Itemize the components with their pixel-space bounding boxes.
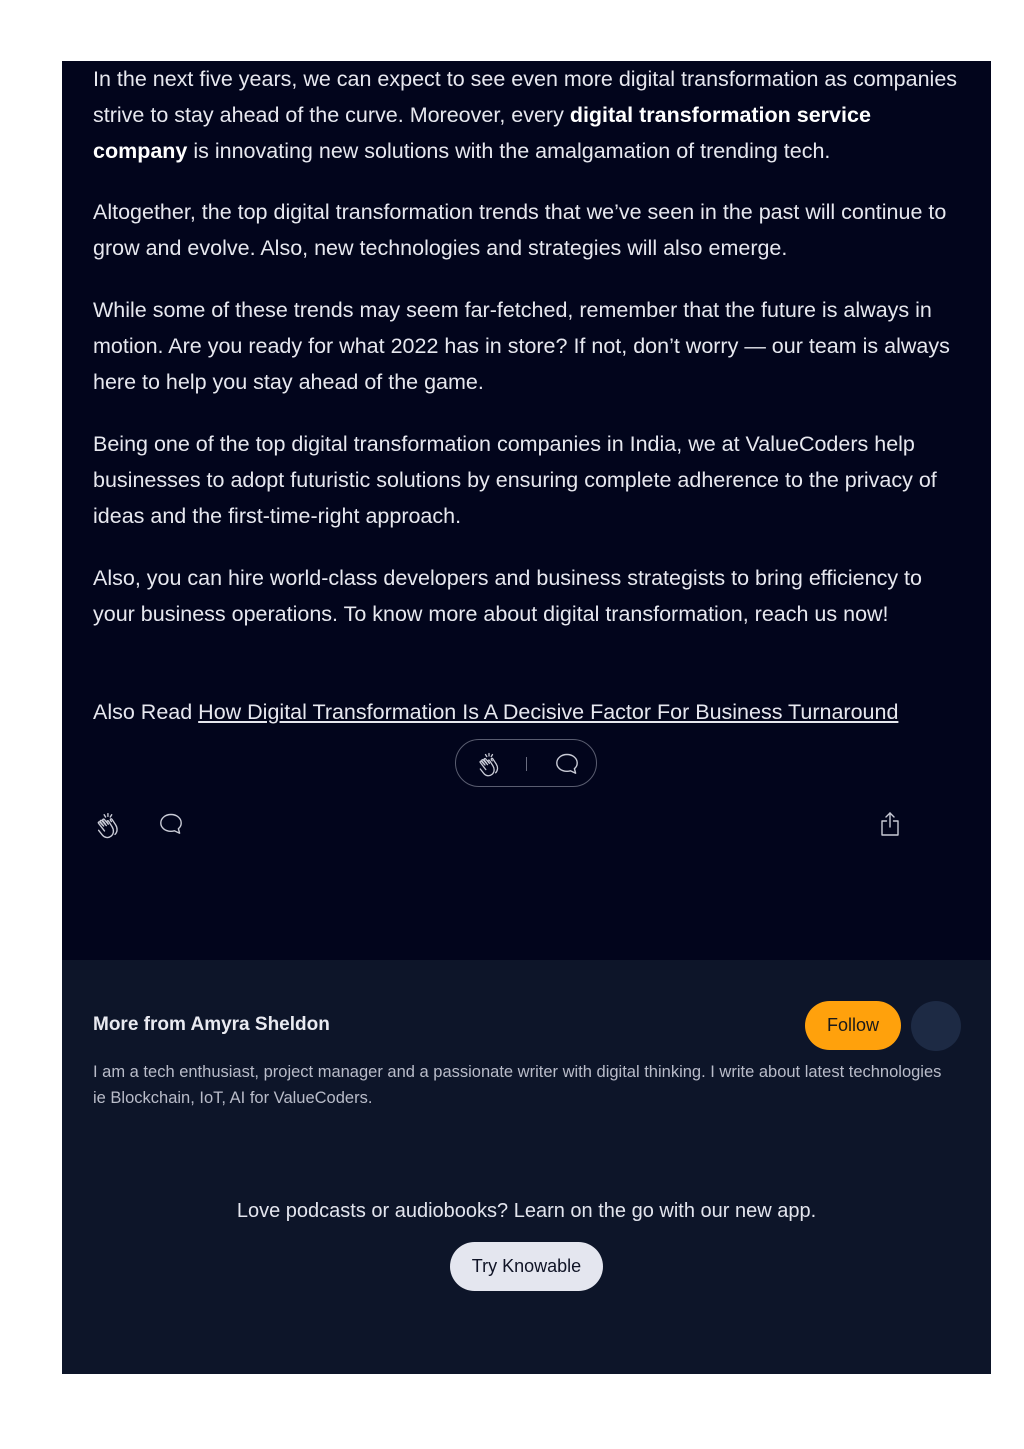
action-divider [526,757,527,771]
subscribe-button[interactable] [911,1001,961,1051]
speech-bubble-icon[interactable] [554,752,580,781]
also-read-label: Also Read [93,700,199,724]
paragraph-2: Altogether, the top digital transformation trends that we’ve seen in the past will continue to grow and evolve. Also, new technologies and strategies will also emerge. [93,200,947,260]
more-from-author-heading[interactable]: More from Amyra Sheldon [93,1014,330,1035]
paragraph-1-bold-text: digital transformation service company [93,103,871,163]
also-read-paragraph [93,694,963,730]
article-body [62,61,991,960]
clap-icon[interactable] [94,811,124,846]
clap-icon[interactable] [476,751,504,784]
author-bio: I am a tech enthusiast, project manager and a passionate writer with digital thinking. I write about latest technologies ie Blockchain, IoT, AI for ValueCoders. [93,1063,942,1107]
paragraph-1-text-end: is innovating new solutions with the amalgamation of trending tech. [187,139,831,163]
author-section [62,960,991,1374]
share-icon[interactable] [877,810,903,843]
paragraph-3: While some of these trends may seem far-fetched, remember that the future is always in motion. Are you ready for what 2022 has in store? If not, don’t worry — our team is always here to help you stay ahead of the game. [93,298,950,394]
paragraph-5: Also, you can hire world-class developers and business strategists to bring efficiency to your business operations. To know more about digital transformation, reach us now! [93,566,922,626]
floating-action-bar [455,739,597,787]
paragraph-4: Being one of the top digital transformation companies in India, we at ValueCoders help businesses to adopt futuristic solutions by ensuring complete adherence to the privacy of ideas and the first-time-right approach. [93,432,937,528]
paragraph-1-text-start: In the next five years, we can expect to see even more digital transformation as companies strive to stay ahead of the curve. Moreover, every [93,67,958,127]
follow-button[interactable]: Follow [805,1001,901,1050]
knowable-promo-text: Love podcasts or audiobooks? Learn on the go with our new app. [236,1200,817,1222]
speech-bubble-icon[interactable] [158,812,184,841]
try-knowable-button[interactable]: Try Knowable [450,1242,603,1291]
also-read-link[interactable]: How Digital Transformation Is A Decisive Factor For Business Turnaround [198,700,899,724]
paragraph-1 [93,61,963,169]
